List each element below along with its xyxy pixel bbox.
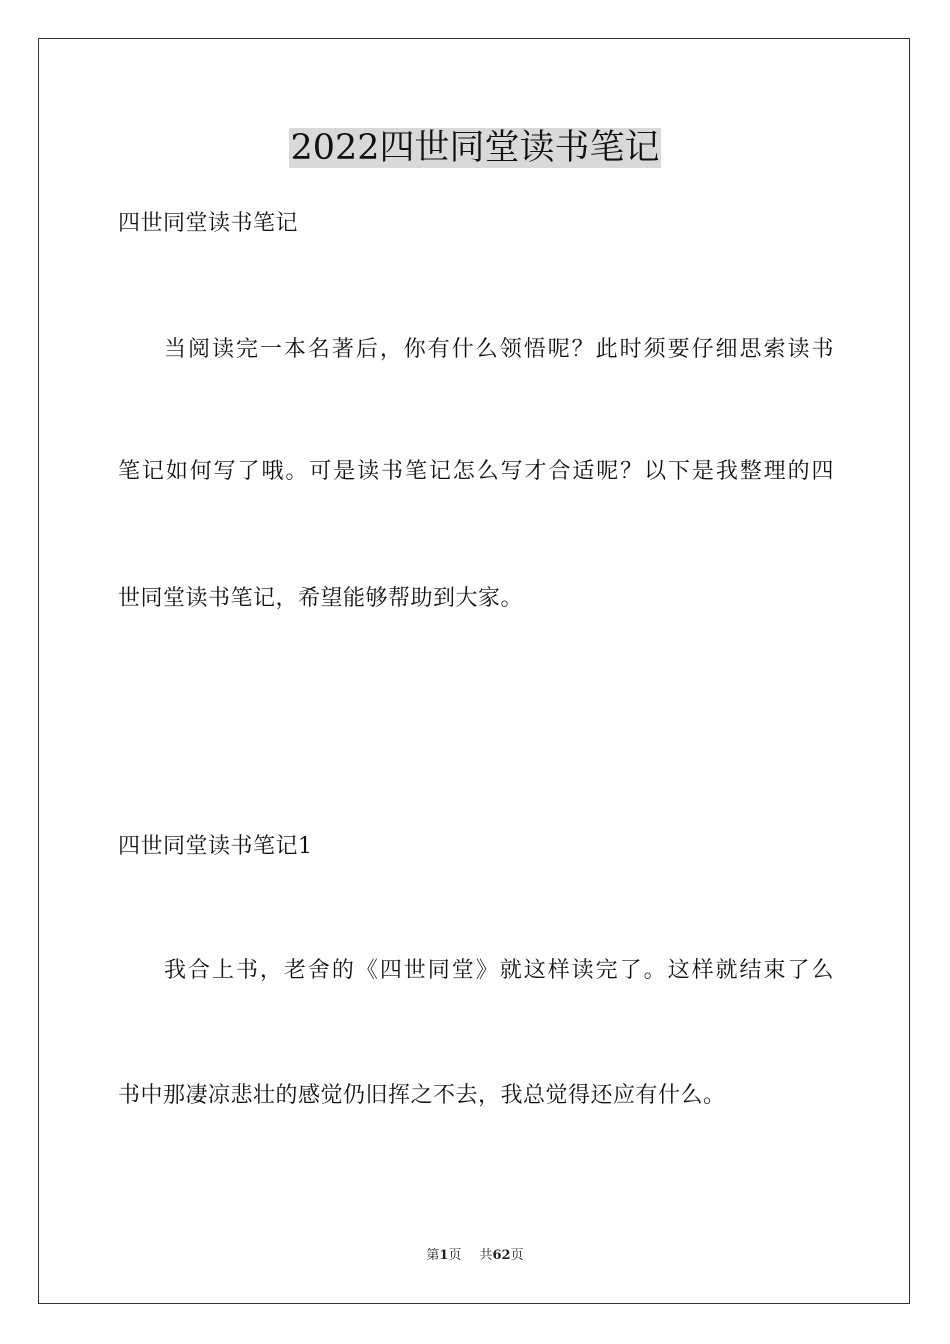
section-line-1: 我合上书，老舍的《四世同堂》就这样读完了。这样就结束了么 bbox=[164, 958, 834, 983]
document-title bbox=[0, 126, 950, 170]
document-title-text: 2022四世同堂读书笔记 bbox=[290, 128, 660, 168]
section-heading: 四世同堂读书笔记1 bbox=[118, 834, 313, 859]
footer-page-suffix: 页 bbox=[448, 1248, 462, 1263]
footer-total-suffix: 页 bbox=[510, 1248, 524, 1263]
intro-line-3: 世同堂读书笔记，希望能够帮助到大家。 bbox=[118, 586, 524, 611]
section-line-2: 书中那凄凉悲壮的感觉仍旧挥之不去，我总觉得还应有什么。 bbox=[118, 1083, 726, 1108]
intro-line-2: 笔记如何写了哦。可是读书笔记怎么写才合适呢？以下是我整理的四 bbox=[118, 459, 834, 484]
document-subtitle: 四世同堂读书笔记 bbox=[118, 211, 299, 236]
footer-total-prefix: 共 bbox=[479, 1248, 493, 1263]
page-footer bbox=[0, 1247, 950, 1265]
footer-total-pages: 62 bbox=[492, 1248, 511, 1263]
footer-page-prefix: 第 bbox=[426, 1248, 440, 1263]
intro-line-1: 当阅读完一本名著后，你有什么领悟呢？此时须要仔细思索读书 bbox=[164, 337, 834, 362]
footer-page-number: 1 bbox=[439, 1248, 449, 1263]
